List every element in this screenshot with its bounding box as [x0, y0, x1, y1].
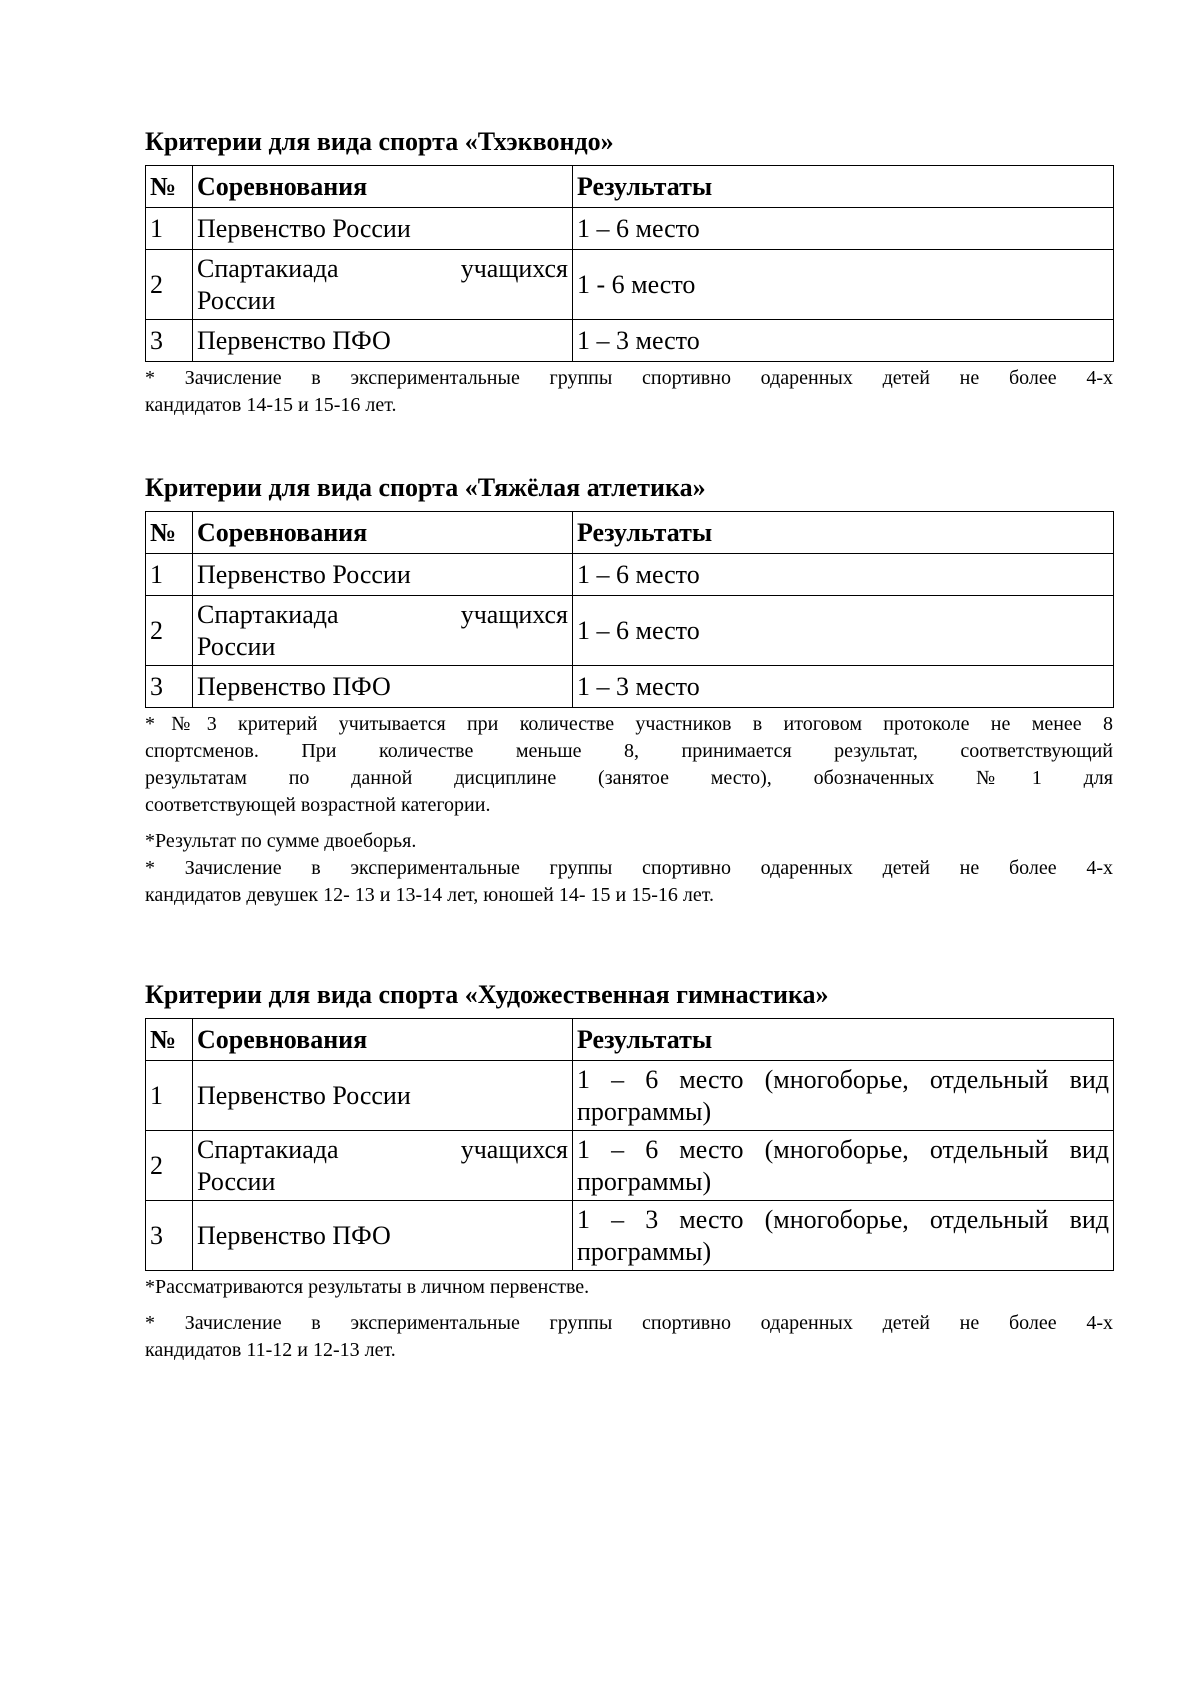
note-line: результатам по данной дисциплине (занятое место), обозначенных №1 для — [145, 767, 1113, 789]
table-row — [146, 320, 1114, 362]
note-line: * Зачисление в экспериментальные группы спортивно одаренных детей не более 4-х — [145, 367, 1113, 389]
header-num: № — [146, 166, 193, 208]
competition-line: Спартакиада учащихся — [197, 1134, 568, 1164]
row-result: 1 - 6 место — [573, 250, 1114, 320]
note-line: кандидатов 14-15 и 15-16 лет. — [145, 394, 397, 416]
note-line: * Зачисление в экспериментальные группы спортивно одаренных детей не более 4-х — [145, 857, 1113, 879]
table-row — [146, 554, 1114, 596]
result-line: 1 – 6 место (многоборье, отдельный вид — [577, 1134, 1109, 1164]
row-result: 1 – 6 место — [573, 596, 1114, 666]
row-num: 2 — [146, 250, 193, 320]
note-line: соответствующей возрастной категории. — [145, 794, 491, 816]
result-line: программы) — [577, 1166, 712, 1196]
note — [145, 828, 1113, 855]
competition-line: Спартакиада учащихся — [197, 599, 568, 629]
header-num: № — [146, 1019, 193, 1061]
row-competition — [193, 1131, 573, 1201]
row-result — [573, 1061, 1114, 1131]
row-result: 1 – 3 место — [573, 666, 1114, 708]
table-row — [146, 596, 1114, 666]
section-title: Критерии для вида спорта «Тхэквондо» — [145, 127, 614, 156]
note-line: спортсменов. При количестве меньше 8, принимается результат, соответствующий — [145, 740, 1113, 762]
row-competition: Первенство ПФО — [193, 666, 573, 708]
competition-line: России — [197, 285, 276, 315]
row-competition — [193, 596, 573, 666]
table-header-row — [146, 1019, 1114, 1061]
row-num: 1 — [146, 1061, 193, 1131]
row-num: 2 — [146, 1131, 193, 1201]
header-competitions: Соревнования — [193, 1019, 573, 1061]
header-results: Результаты — [573, 512, 1114, 554]
table-row — [146, 1131, 1114, 1201]
note — [145, 855, 1113, 909]
table-row — [146, 666, 1114, 708]
section-weightlifting — [145, 473, 1113, 909]
section-title: Критерии для вида спорта «Тяжёлая атлетика» — [145, 473, 706, 502]
row-competition: Первенство России — [193, 1061, 573, 1131]
table-row — [146, 208, 1114, 250]
result-line: программы) — [577, 1236, 712, 1266]
criteria-table — [145, 165, 1114, 362]
section-rhythmic-gymnastics — [145, 980, 1113, 1364]
row-result: 1 – 3 место — [573, 320, 1114, 362]
row-num: 3 — [146, 666, 193, 708]
result-line: программы) — [577, 1096, 712, 1126]
row-result — [573, 1201, 1114, 1271]
row-competition: Первенство России — [193, 554, 573, 596]
header-results: Результаты — [573, 166, 1114, 208]
row-competition: Первенство ПФО — [193, 320, 573, 362]
criteria-table — [145, 1018, 1114, 1271]
header-results: Результаты — [573, 1019, 1114, 1061]
note — [145, 1274, 1113, 1301]
row-num: 3 — [146, 1201, 193, 1271]
note-line: * Зачисление в экспериментальные группы спортивно одаренных детей не более 4-х — [145, 1312, 1113, 1334]
note — [145, 711, 1113, 819]
result-line: 1 – 6 место (многоборье, отдельный вид — [577, 1064, 1109, 1094]
row-num: 1 — [146, 554, 193, 596]
criteria-table — [145, 511, 1114, 708]
row-num: 3 — [146, 320, 193, 362]
row-result: 1 – 6 место — [573, 208, 1114, 250]
table-row — [146, 1201, 1114, 1271]
row-competition: Первенство ПФО — [193, 1201, 573, 1271]
header-num: № — [146, 512, 193, 554]
row-result: 1 – 6 место — [573, 554, 1114, 596]
table-row — [146, 1061, 1114, 1131]
note-line: *№3 критерий учитывается при количестве участников в итоговом протоколе не менее 8 — [145, 713, 1113, 735]
row-competition — [193, 250, 573, 320]
note-line: *Рассматриваются результаты в личном первенстве. — [145, 1276, 590, 1298]
header-competitions: Соревнования — [193, 166, 573, 208]
result-line: 1 – 3 место (многоборье, отдельный вид — [577, 1204, 1109, 1234]
competition-line: России — [197, 1166, 276, 1196]
section-taekwondo — [145, 127, 1113, 419]
header-competitions: Соревнования — [193, 512, 573, 554]
table-header-row — [146, 512, 1114, 554]
section-title: Критерии для вида спорта «Художественная гимнастика» — [145, 980, 829, 1009]
note-line: кандидатов девушек 12- 13 и 13-14 лет, юношей 14- 15 и 15-16 лет. — [145, 884, 714, 906]
note — [145, 365, 1113, 419]
note-line: кандидатов 11-12 и 12-13 лет. — [145, 1339, 396, 1361]
row-num: 2 — [146, 596, 193, 666]
competition-line: России — [197, 631, 276, 661]
row-result — [573, 1131, 1114, 1201]
competition-line: Спартакиада учащихся — [197, 253, 568, 283]
table-row — [146, 250, 1114, 320]
row-competition: Первенство России — [193, 208, 573, 250]
note-line: *Результат по сумме двоеборья. — [145, 830, 417, 852]
table-header-row — [146, 166, 1114, 208]
row-num: 1 — [146, 208, 193, 250]
note — [145, 1310, 1113, 1364]
